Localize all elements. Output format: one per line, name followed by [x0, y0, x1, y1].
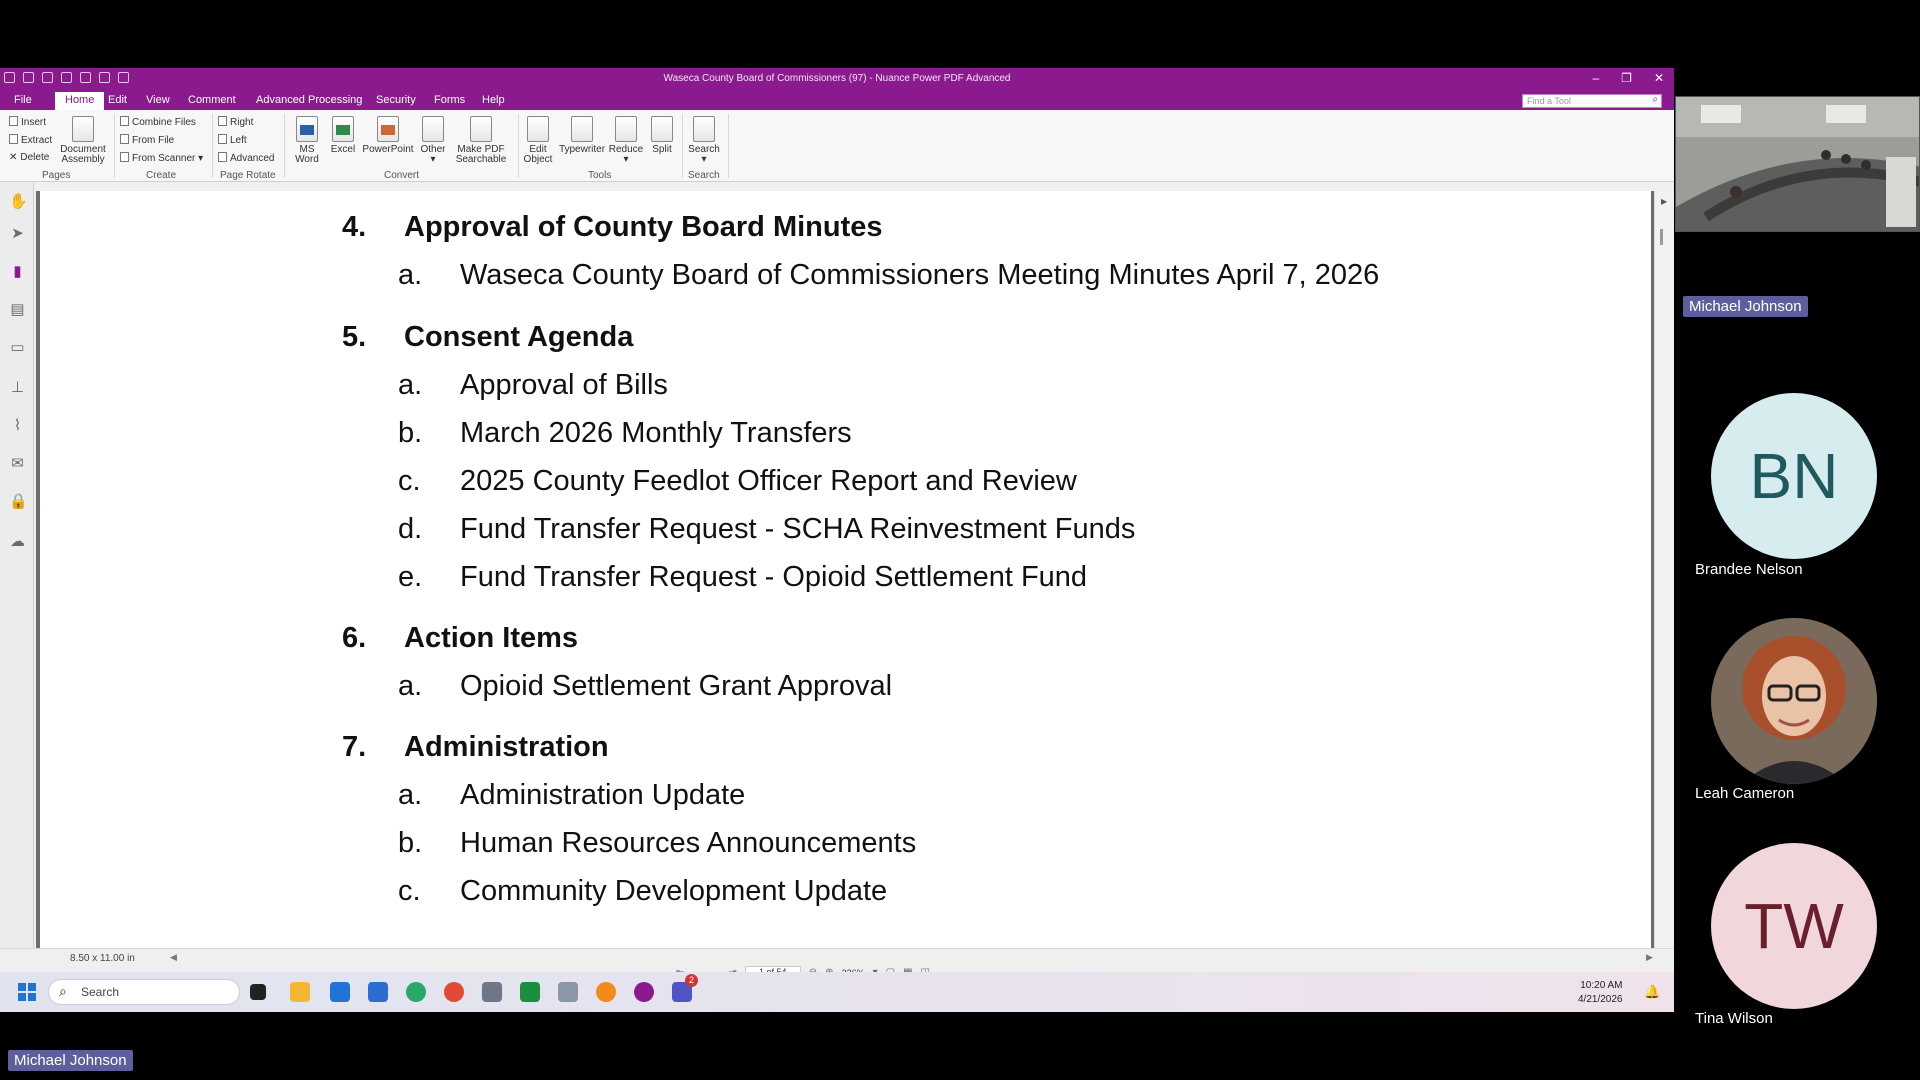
cloud-icon[interactable]: ☁	[10, 533, 25, 550]
item-text: 2025 County Feedlot Officer Report and Review	[460, 465, 1077, 497]
item-text: Community Development Update	[460, 875, 888, 907]
insert-icon	[9, 116, 18, 126]
snipping-tool-icon[interactable]	[558, 982, 578, 1002]
scroll-right-arrow-icon[interactable]: ▶	[1646, 952, 1653, 962]
magnifier-icon	[693, 116, 715, 142]
item-letter: a.	[398, 369, 423, 401]
participant-name: Tina Wilson	[1695, 1010, 1773, 1027]
powerpoint-icon	[377, 116, 399, 142]
from-file-button[interactable]: From File	[120, 134, 174, 146]
delete-button[interactable]: ✕ Delete	[9, 152, 50, 163]
delete-icon: ✕	[9, 152, 18, 163]
participant-photo	[1711, 618, 1877, 784]
group-create: Create	[146, 170, 177, 181]
participant-name-tag: Michael Johnson	[1683, 296, 1808, 317]
insert-button[interactable]: Insert	[9, 116, 46, 128]
teams-icon[interactable]	[672, 975, 694, 1002]
excel-icon	[332, 116, 354, 142]
combine-files-button[interactable]: Combine Files	[120, 116, 196, 128]
item-text: Approval of Bills	[460, 369, 668, 401]
edit-object-icon	[527, 116, 549, 142]
divider	[682, 114, 683, 178]
windows-start-icon[interactable]	[18, 983, 36, 1001]
word-icon	[296, 116, 318, 142]
section-number: 6.	[342, 622, 367, 654]
tab-security[interactable]: Security	[376, 94, 416, 106]
other-format-icon	[422, 116, 444, 142]
file-icon	[120, 134, 129, 144]
windows-taskbar	[0, 972, 1674, 1012]
group-search: Search	[688, 170, 720, 181]
section-number: 7.	[342, 731, 367, 763]
reduce-button[interactable]: Reduce ▾	[606, 116, 646, 165]
convert-powerpoint-button[interactable]: PowerPoint	[360, 116, 416, 155]
extract-button[interactable]: Extract	[9, 134, 52, 146]
stamp-icon[interactable]: ⊥	[10, 379, 25, 396]
document-assembly-button[interactable]: Document Assembly	[58, 116, 108, 165]
find-tool-input[interactable]: Find a Tool ⌕	[1522, 94, 1662, 108]
mail-icon[interactable]	[368, 982, 388, 1002]
divider	[728, 114, 729, 178]
split-icon	[651, 116, 673, 142]
scanner-icon	[120, 152, 129, 162]
divider	[212, 114, 213, 178]
presenter-name-tag: Michael Johnson	[8, 1050, 133, 1071]
tab-comment[interactable]: Comment	[188, 94, 236, 106]
convert-excel-button[interactable]: Excel	[326, 116, 360, 155]
make-pdf-searchable-button[interactable]: Make PDF Searchable	[450, 116, 512, 165]
tab-view[interactable]: View	[146, 94, 170, 106]
app-icon[interactable]	[596, 982, 616, 1002]
chrome-icon[interactable]	[444, 982, 464, 1002]
section-title: Consent Agenda	[404, 321, 634, 353]
divider	[114, 114, 115, 178]
edit-object-button[interactable]: Edit Object	[520, 116, 556, 165]
room-video-thumbnail[interactable]	[1675, 96, 1920, 232]
item-text: Fund Transfer Request - Opioid Settlement Fund	[460, 561, 1088, 593]
bookmark-icon[interactable]: ▮	[13, 263, 22, 280]
pdf-page	[40, 191, 1651, 1001]
combine-files-icon	[120, 116, 129, 126]
typewriter-icon	[571, 116, 593, 142]
search-icon: ⌕	[59, 983, 67, 999]
scroll-right-arrow-icon[interactable]: ▶	[1661, 197, 1668, 206]
item-letter: b.	[398, 417, 423, 449]
ribbon-tabs	[0, 91, 1674, 110]
item-letter: a.	[398, 779, 423, 811]
tab-home[interactable]: Home	[55, 92, 104, 110]
avatar[interactable]	[1711, 618, 1877, 784]
item-text: Opioid Settlement Grant Approval	[460, 670, 893, 702]
conference-room-image	[1676, 97, 1920, 232]
item-letter: d.	[398, 513, 423, 545]
outlook-icon[interactable]	[330, 982, 350, 1002]
participant-name: Brandee Nelson	[1695, 561, 1803, 578]
item-text: March 2026 Monthly Transfers	[460, 417, 852, 449]
scroll-left-arrow-icon[interactable]: ◀	[170, 952, 177, 962]
tab-forms[interactable]: Forms	[434, 94, 466, 106]
comments-icon[interactable]: ✉	[11, 455, 24, 472]
extract-icon	[9, 134, 18, 144]
rotate-advanced-icon	[218, 152, 227, 162]
convert-other-button[interactable]: Other ▾	[416, 116, 450, 165]
taskbar-search-input[interactable]: ⌕ Search	[48, 979, 240, 1005]
rotate-right-icon	[218, 116, 227, 126]
excel-taskbar-icon[interactable]	[520, 982, 540, 1002]
power-pdf-taskbar-icon[interactable]	[634, 982, 654, 1002]
tab-file[interactable]: File	[14, 94, 32, 106]
divider	[518, 114, 519, 178]
close-icon[interactable]: ✕	[1653, 71, 1664, 85]
section-title: Action Items	[404, 622, 579, 654]
convert-ms-word-button[interactable]: MS Word	[290, 116, 324, 165]
group-tools: Tools	[588, 170, 612, 181]
divider	[284, 114, 285, 178]
scrollbar-thumb[interactable]	[1660, 229, 1663, 245]
ribbon	[0, 110, 1674, 182]
item-text: Waseca County Board of Commissioners Meeting Minutes April 7, 2026	[460, 259, 1380, 291]
item-letter: c.	[398, 875, 421, 907]
rotate-advanced-button[interactable]: Advanced	[218, 152, 274, 164]
select-arrow-icon[interactable]: ➤	[11, 225, 24, 242]
calculator-icon[interactable]	[482, 982, 502, 1002]
item-letter: e.	[398, 561, 423, 593]
shared-screen	[0, 68, 1674, 1012]
notification-bell-icon[interactable]: 🔔	[1644, 984, 1661, 999]
group-pages: Pages	[42, 170, 71, 181]
section-number: 4.	[342, 211, 367, 243]
document-assembly-icon	[72, 116, 94, 142]
search-icon: ⌕	[1652, 94, 1658, 105]
item-letter: a.	[398, 259, 423, 291]
section-number: 5.	[342, 321, 367, 353]
lock-icon[interactable]: 🔒	[9, 493, 28, 510]
restore-icon[interactable]: ❐	[1621, 71, 1632, 85]
typewriter-button[interactable]: Typewriter	[556, 116, 608, 155]
file-explorer-icon[interactable]	[290, 982, 310, 1002]
left-tool-rail	[0, 183, 34, 948]
task-view-icon[interactable]	[250, 984, 266, 1000]
tab-edit[interactable]: Edit	[108, 94, 127, 106]
avatar[interactable]: TW	[1711, 843, 1877, 1009]
page-size: 8.50 x 11.00 in	[70, 953, 135, 964]
split-button[interactable]: Split	[646, 116, 678, 155]
avatar[interactable]: BN	[1711, 393, 1877, 559]
tab-help[interactable]: Help	[482, 94, 505, 106]
from-scanner-button[interactable]: From Scanner ▾	[120, 152, 203, 164]
tab-advanced-processing[interactable]: Advanced Processing	[256, 94, 363, 106]
rotate-left-button[interactable]: Left	[218, 134, 247, 146]
system-clock[interactable]: 10:20 AM 4/21/2026	[1578, 980, 1623, 1005]
item-text: Human Resources Announcements	[460, 827, 917, 859]
item-text: Fund Transfer Request - SCHA Reinvestment Funds	[460, 513, 1136, 545]
section-title: Administration	[404, 731, 609, 763]
title-bar	[0, 68, 1674, 91]
window-controls	[1592, 71, 1664, 85]
section-title: Approval of County Board Minutes	[404, 211, 883, 243]
hand-tool-icon[interactable]: ✋	[9, 193, 28, 210]
reduce-icon	[615, 116, 637, 142]
item-letter: a.	[398, 670, 423, 702]
minimize-icon[interactable]: –	[1592, 71, 1600, 85]
item-letter: c.	[398, 465, 421, 497]
participant-name: Leah Cameron	[1695, 785, 1795, 802]
make-searchable-icon	[470, 116, 492, 142]
rotate-right-button[interactable]: Right	[218, 116, 253, 128]
window-title: Waseca County Board of Commissioners (97) - Nuance Power PDF Advanced	[663, 73, 1011, 84]
item-letter: b.	[398, 827, 423, 859]
edge-icon[interactable]	[406, 982, 426, 1002]
pages-icon[interactable]: ▤	[10, 301, 25, 318]
group-convert: Convert	[384, 170, 420, 181]
vertical-scrollbar[interactable]	[1654, 191, 1674, 1001]
item-text: Administration Update	[460, 779, 746, 811]
search-button[interactable]: Search ▾	[686, 116, 722, 165]
layers-icon[interactable]: ▭	[10, 339, 25, 356]
notification-badge: 2	[685, 974, 698, 987]
rotate-left-icon	[218, 134, 227, 144]
attachment-icon[interactable]: ⌇	[13, 417, 22, 434]
group-page-rotate: Page Rotate	[220, 170, 276, 181]
